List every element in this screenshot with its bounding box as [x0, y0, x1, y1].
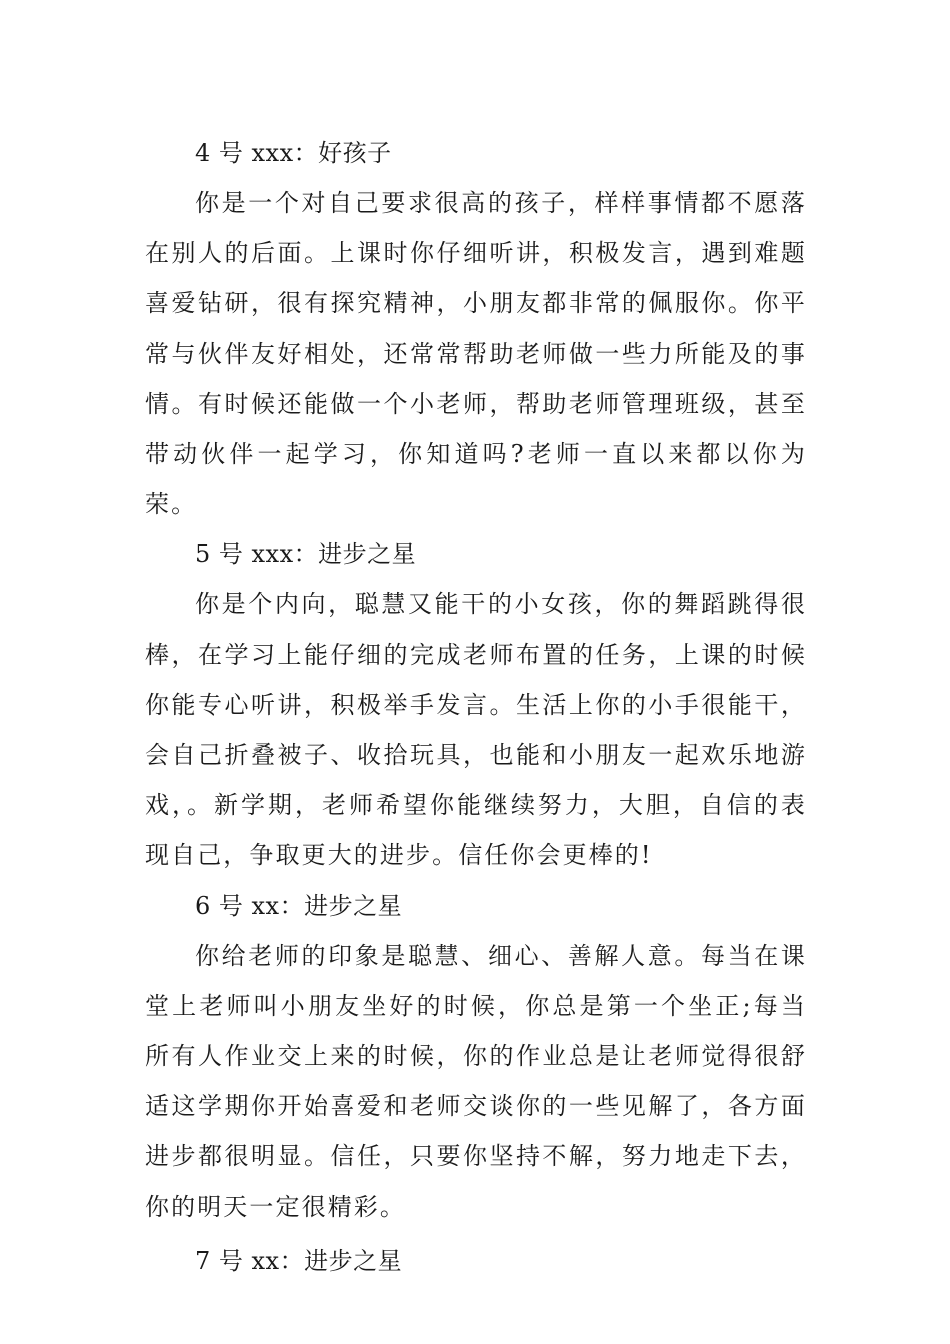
- section-paragraph-5: 你是个内向，聪慧又能干的小女孩，你的舞蹈跳得很棒，在学习上能仔细的完成老师布置的任务，上课的时候你能专心听讲，积极举手发言。生活上你的小手很能干，会自己折叠被子、收拾玩具，也能和小朋友一起欢乐地游戏，。新学期，老师希望你能继续努力，大胆，自信的表现自己，争取更大的进步。信任你会更棒的!: [145, 590, 807, 870]
- section-heading-4: 4 号 xxx：好孩子: [195, 139, 392, 167]
- section-heading-6: 6 号 xx：进步之星: [195, 891, 403, 920]
- section-heading-5: 5 号 xxx：进步之星: [195, 540, 417, 569]
- document-body: [145, 128, 807, 1286]
- section-paragraph-4: 你是一个对自己要求很高的孩子，样样事情都不愿落在别人的后面。上课时你仔细听讲，积极发言，遇到难题喜爱钻研，很有探究精神，小朋友都非常的佩服你。你平常与伙伴友好相处，还常常帮助老师做一些力所能及的事情。有时候还能做一个小老师，帮助老师管理班级，甚至带动伙伴一起学习，你知道吗?老师一直以来都以你为荣。: [145, 189, 807, 519]
- section-paragraph-6: 你给老师的印象是聪慧、细心、善解人意。每当在课堂上老师叫小朋友坐好的时候，你总是第一个坐正;每当所有人作业交上来的时候，你的作业总是让老师觉得很舒适这学期你开始喜爱和老师交谈你的一些见解了，各方面进步都很明显。信任，只要你坚持不解，努力地走下去，你的明天一定很精彩。: [145, 941, 807, 1221]
- section-heading-7: 7 号 xx：进步之星: [195, 1246, 403, 1275]
